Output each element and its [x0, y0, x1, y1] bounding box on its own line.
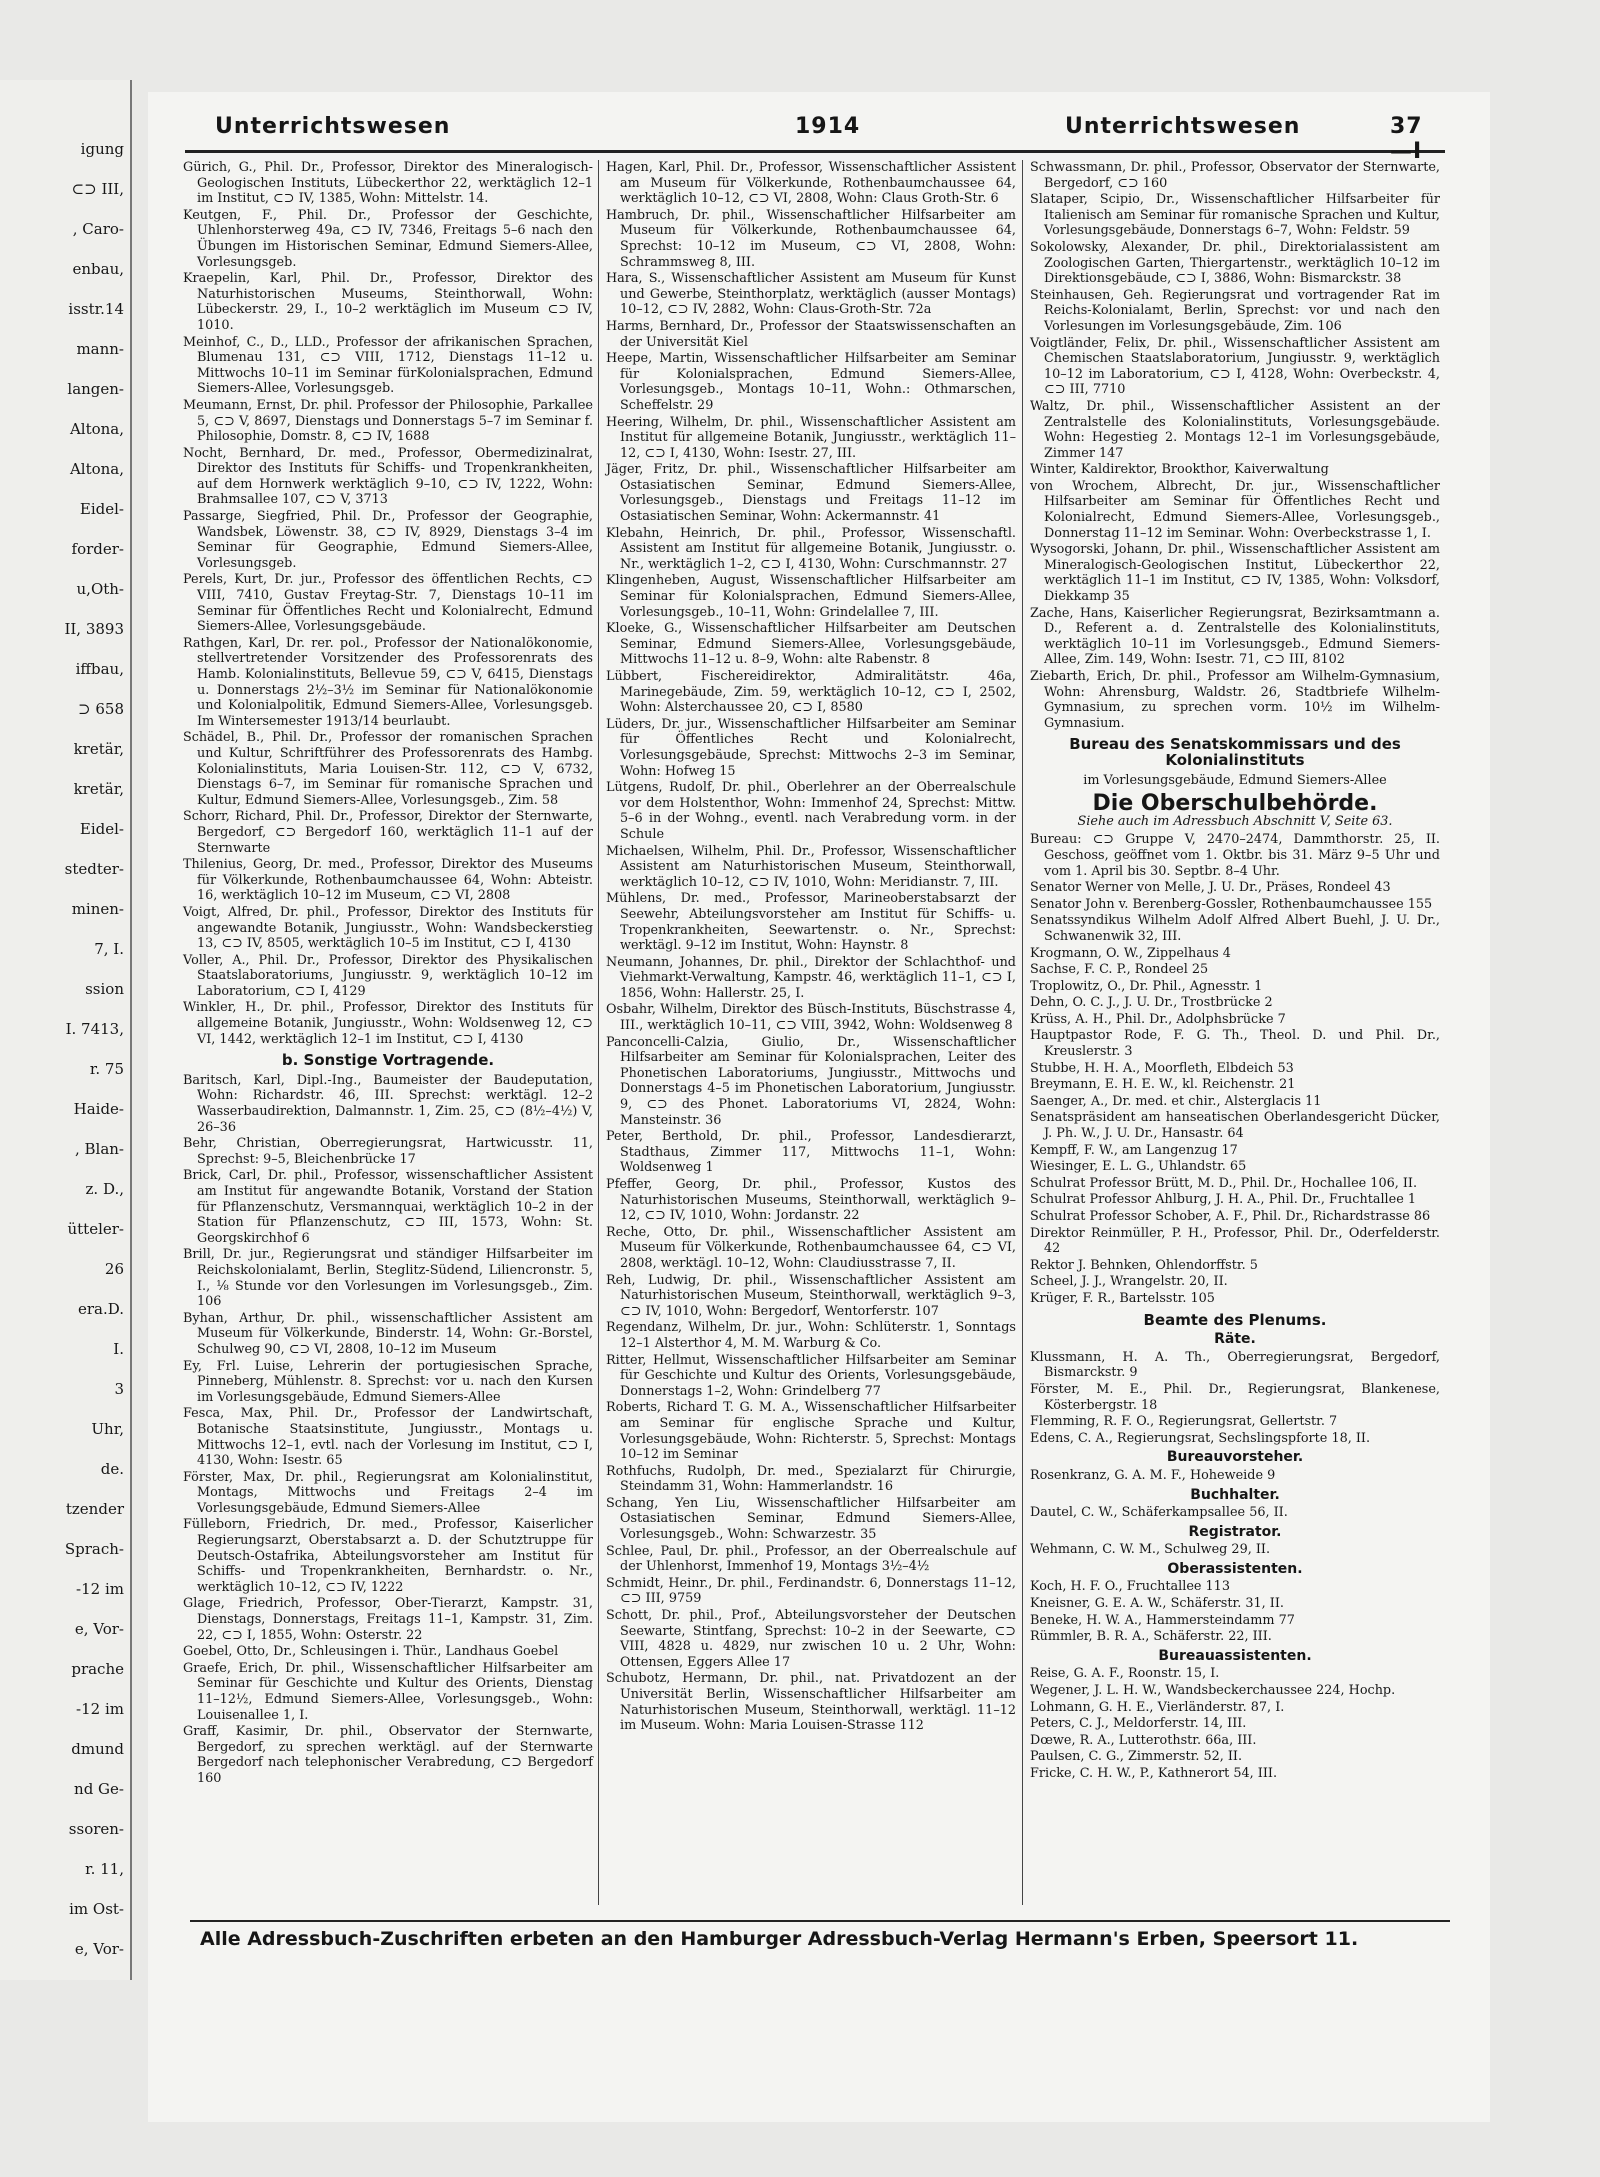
column-divider	[1022, 160, 1023, 1905]
entry: Mühlens, Dr. med., Professor, Marineoberstabsarzt der Seewehr, Abteilungsvorsteher am Institut für Schiffs- u. Tropenkrankheiten, Seewartenstr. o. Nr., Sprechst: werktägl. 9–12 im Institut, Wohn: Haynstr. 8	[606, 891, 1016, 954]
cross-reference-note: Siehe auch im Adressbuch Abschnitt V, Seite 63.	[1077, 813, 1393, 829]
entry: Wegener, J. L. H. W., Wandsbeckerchaussee 224, Hochp.	[1030, 1683, 1396, 1699]
strip-fragment: mann-	[76, 340, 124, 358]
entry: Perels, Kurt, Dr. jur., Professor des öffentlichen Rechts, ⊂⊃ VIII, 7410, Gustav Freytag-Str. 7, Dienstags 10–11 im Seminar für Öffentliches Recht und Kolonialrecht, Edmund Siemers-Allee, Vorlesungsgebäude.	[183, 572, 593, 635]
strip-fragment: Sprach-	[64, 1540, 124, 1558]
strip-fragment: ssion	[85, 980, 124, 998]
strip-fragment: Altona,	[69, 420, 124, 438]
strip-fragment: -12 im	[76, 1700, 124, 1718]
entry: Brill, Dr. jur., Regierungsrat und ständiger Hilfsarbeiter im Reichskolonialamt, Berlin, Steglitz-Südend, Liliencronstr. 5, I., ⅛ Stunde vor den Vorlesungen im Vorlesungsgeb., Zim. 106	[183, 1247, 593, 1310]
entry: Steinhausen, Geh. Regierungsrat und vortragender Rat im Reichs-Kolonialamt, Berlin, Sprechst: vor und nach den Vorlesungen im Vorlesungsgebäude, Zim. 106	[1030, 287, 1440, 334]
entry: von Wrochem, Albrecht, Dr. jur., Wissenschaftlicher Hilfsarbeiter am Seminar für Öffentliches Recht und Kolonialrecht, Edmund Siemers-Allee, Vorlesungsgeb., Donnerstag 11–12 im Seminar. Wohn: Overbeckstrasse 1, I.	[1030, 478, 1440, 541]
strip-fragment: de.	[100, 1460, 124, 1478]
entry: Rothfuchs, Rudolph, Dr. med., Spezialarzt für Chirurgie, Steindamm 31, Wohn: Hammerlandstr. 16	[606, 1463, 1016, 1495]
entry: Regendanz, Wilhelm, Dr. jur., Wohn: Schlüterstr. 1, Sonntags 12–1 Alsterthor 4, M. M. Warburg & Co.	[606, 1320, 1016, 1351]
entry: Peters, C. J., Meldorferstr. 14, III.	[1030, 1716, 1247, 1732]
column-1	[183, 160, 593, 1788]
entry: Schubotz, Hermann, Dr. phil., nat. Privatdozent an der Universität Berlin, Wissenschaftlicher Hilfsarbeiter am Naturhistorischen Museum, Steinthorwall, werktägl. 11–12 im Museum. Wohn: Maria Louisen-Strasse 112	[606, 1671, 1016, 1734]
entry: Beneke, H. W. A., Hammersteindamm 77	[1030, 1612, 1295, 1628]
entry: Reh, Ludwig, Dr. phil., Wissenschaftlicher Assistent am Naturhistorischen Museum, Steinthorwall, werktäglich 9–3, ⊂⊃ IV, 1010, Wohn: Bergedorf, Wentorferstr. 107	[606, 1272, 1016, 1319]
entry: Voigt, Alfred, Dr. phil., Professor, Direktor des Instituts für angewandte Botanik, Jungiusstr., Wohn: Wandsbeckerstieg 13, ⊂⊃ IV, 8505, werktäglich 10–5 im Institut, ⊂⊃ I, 4130	[183, 904, 593, 952]
strip-fragment: Altona,	[69, 460, 124, 478]
entry: Ritter, Hellmut, Wissenschaftlicher Hilfsarbeiter am Seminar für Geschichte und Kultur des Orients, Vorlesungsgebäude, Donnerstags 1–2, Wohn: Grindelberg 77	[606, 1352, 1016, 1399]
strip-fragment: langen-	[67, 380, 124, 398]
entry: Breymann, E. H. E. W., kl. Reichenstr. 21	[1030, 1077, 1296, 1093]
strip-fragment: Uhr,	[91, 1420, 124, 1438]
strip-fragment: 7, I.	[94, 940, 124, 958]
strip-fragment: , Blan-	[74, 1140, 124, 1158]
strip-fragment: prache	[71, 1660, 124, 1678]
entry: Goebel, Otto, Dr., Schleusingen i. Thür., Landhaus Goebel	[183, 1644, 559, 1660]
entry: Krüss, A. H., Phil. Dr., Adolphsbrücke 7	[1030, 1011, 1286, 1027]
strip-fragment: II, 3893	[64, 620, 124, 638]
entry: Wysogorski, Johann, Dr. phil., Wissenschaftlicher Assistent am Mineralogisch-Geologischen Institut, Lübeckerthor 22, werktäglich 11–1 im Institut, ⊂⊃ IV, 1385, Wohn: Volksdorf, Diekkamp 35	[1030, 542, 1440, 605]
entry: Nocht, Bernhard, Dr. med., Professor, Obermedizinalrat, Direktor des Instituts für Schiffs- und Tropenkrankheiten, auf dem Hornwerk werktäglich 9–10, ⊂⊃ IV, 1222, Wohn: Brahmsallee 107, ⊂⊃ V, 3713	[183, 445, 593, 508]
entry: Graefe, Erich, Dr. phil., Wissenschaftlicher Hilfsarbeiter am Seminar für Geschichte und Kultur des Orients, Dienstag 11–12½, Edmund Siemers-Allee, Vorlesungsgeb., Wohn: Louisenallee 1, I.	[183, 1660, 593, 1723]
entry: Wehmann, C. W. M., Schulweg 29, II.	[1030, 1542, 1271, 1558]
entry: Hagen, Karl, Phil. Dr., Professor, Wissenschaftlicher Assistent am Museum für Völkerkunde, Rothenbaumchaussee 64, werktäglich 10–12, ⊂⊃ VI, 2808, Wohn: Claus Groth-Str. 6	[606, 160, 1016, 207]
entry: Voigtländer, Felix, Dr. phil., Wissenschaftlicher Assistent am Chemischen Staatslaboratorium, Jungiusstr. 9, werktäglich 10–12 im Laboratorium, ⊂⊃ I, 4128, Wohn: Overbeckstr. 4, ⊂⊃ III, 7710	[1030, 335, 1440, 398]
subsection-heading: b. Sonstige Vortragende.	[281, 1051, 495, 1070]
entry: Paulsen, C. G., Zimmerstr. 52, II.	[1030, 1749, 1243, 1765]
column-divider	[598, 160, 599, 1905]
page-header	[185, 110, 1445, 164]
entry: Sokolowsky, Alexander, Dr. phil., Direktorialassistent am Zoologischen Garten, Thiergartenstr., werktäglich 10–12 im Direktionsgebäude, ⊂⊃ I, 3886, Wohn: Bismarckstr. 38	[1030, 239, 1440, 287]
entry: Byhan, Arthur, Dr. phil., wissenschaftlicher Assistent am Museum für Völkerkunde, Binderstr. 14, Wohn: Gr.-Borstel, Schulweg 90, ⊂⊃ VI, 2808, 10–12 im Museum	[183, 1310, 593, 1357]
entry: Voller, A., Phil. Dr., Professor, Direktor des Physikalischen Staatslaboratoriums, Jungiusstr. 9, werktäglich 10–12 im Laboratorium, ⊂⊃ I, 4129	[183, 952, 593, 999]
subsection-heading: Bureau des Senatskommissars und des Kolonialinstituts	[1069, 735, 1401, 769]
strip-fragment: e, Vor-	[74, 1940, 124, 1958]
strip-fragment: ⊂⊃ III,	[71, 180, 124, 198]
entry: Förster, M. E., Phil. Dr., Regierungsrat, Blankenese, Kösterbergstr. 18	[1030, 1381, 1440, 1413]
entry: Rosenkranz, G. A. M. F., Hoheweide 9	[1030, 1467, 1276, 1483]
strip-fragment: u,Oth-	[76, 580, 124, 598]
strip-fragment: -12 im	[76, 1580, 124, 1598]
entry: Lütgens, Rudolf, Dr. phil., Oberlehrer an der Oberrealschule vor dem Holstenthor, Wohn: Immenhof 24, Sprechst: Mittw. 5–6 in der Wohng., eventl. nach Verabredung vorm. in der Schule	[606, 780, 1016, 842]
entry: Heepe, Martin, Wissenschaftlicher Hilfsarbeiter am Seminar für Kolonialsprachen, Edmund Siemers-Allee, Vorlesungsgeb., Montags 10–11, Wohn.: Othmarschen, Scheffelstr. 29	[606, 351, 1016, 413]
entry: Flemming, R. F. O., Regierungsrat, Gellertstr. 7	[1030, 1414, 1338, 1430]
entry: Fricke, C. H. W., P., Kathnerort 54, III.	[1030, 1766, 1278, 1781]
entry: Thilenius, Georg, Dr. med., Professor, Direktor des Museums für Völkerkunde, Rothenbaumchaussee 64, Wohn: Abteistr. 16, werktäglich 10–12 im Museum, ⊂⊃ VI, 2808	[183, 857, 593, 904]
strip-fragment: igung	[80, 140, 124, 158]
entry: Meumann, Ernst, Dr. phil. Professor der Philosophie, Parkallee 5, ⊂⊃ V, 8697, Dienstags und Donnerstags 5–7 im Seminar f. Philosophie, Domstr. 8, ⊂⊃ IV, 1688	[183, 397, 593, 445]
entry: Hambruch, Dr. phil., Wissenschaftlicher Hilfsarbeiter am Museum für Völkerkunde, Rothenbaumchaussee 64, Sprechst: 10–12 im Museum, ⊂⊃ VI, 2808, Wohn: Schrammsweg 8, III.	[606, 207, 1016, 270]
entry: Lüders, Dr. jur., Wissenschaftlicher Hilfsarbeiter am Seminar für Öffentliches Recht und Kolonialrecht, Vorlesungsgebäude, Sprechst: Mittwochs 2–3 im Seminar, Wohn: Hofweg 15	[606, 716, 1016, 779]
page-footer	[190, 1920, 1450, 1958]
entry: Scheel, J. J., Wrangelstr. 20, II.	[1030, 1274, 1228, 1290]
entry: Schorr, Richard, Phil. Dr., Professor, Direktor der Sternwarte, Bergedorf, ⊂⊃ Bergedorf 160, werktäglich 11–1 auf der Sternwarte	[183, 809, 593, 856]
entry: Schulrat Professor Schober, A. F., Phil. Dr., Richardstrasse 86	[1030, 1209, 1431, 1224]
strip-fragment: kretär,	[73, 780, 124, 798]
strip-fragment: era.D.	[77, 1300, 124, 1318]
column-3	[1030, 160, 1440, 1783]
strip-fragment: enbau,	[72, 260, 124, 278]
entry: Meinhof, C., D., LLD., Professor der afrikanischen Sprachen, Blumenau 131, ⊂⊃ VIII, 1712, Dienstags 11–12 u. Mittwochs 10–11 im Seminar fürKolonialsprachen, Edmund Siemers-Allee, Vorlesungsgeb.	[183, 334, 593, 397]
entry: Waltz, Dr. phil., Wissenschaftlicher Assistent an der Zentralstelle des Kolonialinstituts, Vorlesungsgebäude. Wohn: Hegestieg 2. Montags 12–1 im Vorlesungsgebäude, Zimmer 147	[1030, 398, 1440, 461]
entry: Förster, Max, Dr. phil., Regierungsrat am Kolonialinstitut, Montags, Mittwochs und Freitags 2–4 im Vorlesungsgebäude, Edmund Siemers-Allee	[183, 1469, 593, 1516]
entry: Behr, Christian, Oberregierungsrat, Hartwicusstr. 11, Sprechst: 9–5, Bleichenbrücke 17	[183, 1136, 593, 1167]
strip-fragment: kretär,	[73, 740, 124, 758]
strip-fragment: tzender	[65, 1500, 124, 1518]
column-2	[606, 160, 1016, 1735]
header-left: Unterrichtswesen	[215, 114, 451, 139]
strip-fragment: ssoren-	[68, 1820, 124, 1838]
header-right: Unterrichtswesen	[1065, 114, 1301, 139]
entry: Reise, G. A. F., Roonstr. 15, I.	[1030, 1666, 1220, 1682]
entry: Panconcelli-Calzia, Giulio, Dr., Wissenschaftlicher Hilfsarbeiter am Seminar für Kolonialsprachen, Leiter des Phonetischen Laboratoriums, Jungiusstr., Mittwochs und Donnerstags 4–5 im Phonetischen Laboratorium, Jungiusstr. 9, ⊂⊃ des Phonet. Laboratoriums VI, 2824, Wohn: Mansteinstr. 36	[606, 1034, 1016, 1128]
group-heading: Buchhalter.	[1190, 1486, 1280, 1503]
entry: Kraepelin, Karl, Phil. Dr., Professor, Direktor des Naturhistorischen Museums, Steinthorwall, Wohn: Lübeckerstr. 29, I., 10–2 werktäglich im Museum ⊂⊃ IV, 1010.	[183, 271, 593, 333]
entry: Brick, Carl, Dr. phil., Professor, wissenschaftlicher Assistent am Institut für angewandte Botanik, Vorstand der Station für Pflanzenschutz, Versmannquai, werktäglich 10–2 in der Station für Pflanzenschutz, ⊂⊃ III, 1573, Wohn: St. Georgskirchhof 6	[183, 1168, 593, 1246]
entry: Krogmann, O. W., Zippelhaus 4	[1030, 945, 1231, 961]
group-heading: Registrator.	[1188, 1523, 1282, 1540]
strip-fragment: im Ost-	[69, 1900, 124, 1918]
entry: Harms, Bernhard, Dr., Professor der Staatswissenschaften an der Universität Kiel	[606, 318, 1016, 350]
strip-fragment: Haide-	[73, 1100, 124, 1118]
entry: Gürich, G., Phil. Dr., Professor, Direktor des Mineralogisch-Geologischen Instituts, Lübeckerthor 22, werktäglich 12–1 im Institut, ⊂⊃ IV, 1385, Wohn: Mittelstr. 14.	[183, 160, 593, 207]
group-heading: Bureauvorsteher.	[1166, 1449, 1304, 1466]
entry: Rümmler, B. R. A., Schäferstr. 22, III.	[1030, 1629, 1272, 1645]
entry: Stubbe, H. H. A., Moorfleth, Elbdeich 53	[1030, 1060, 1294, 1076]
strip-fragment: I.	[113, 1340, 124, 1358]
strip-fragment: Eidel-	[79, 820, 124, 838]
strip-fragment: ⊃ 658	[78, 700, 124, 718]
strip-fragment: stedter-	[64, 860, 124, 878]
entry: Hara, S., Wissenschaftlicher Assistent am Museum für Kunst und Gewerbe, Steinthorplatz, werktäglich (ausser Montags) 10–12, ⊂⊃ IV, 2882, Wohn: Claus-Groth-Str. 72a	[606, 271, 1016, 318]
entry: Roberts, Richard T. G. M. A., Wissenschaftlicher Hilfsarbeiter am Seminar für englische Sprache und Kultur, Vorlesungsgebäude, Wohn: Richterstr. 5, Sprechst: Montags 10–12 im Seminar	[606, 1400, 1016, 1463]
entry: Schang, Yen Liu, Wissenschaftlicher Hilfsarbeiter am Ostasiatischen Seminar, Edmund Siemers-Allee, Vorlesungsgeb., Wohn: Schwarzestr. 35	[606, 1495, 1016, 1543]
entry: Saenger, A., Dr. med. et chir., Alsterglacis 11	[1030, 1093, 1322, 1109]
entry: Kloeke, G., Wissenschaftlicher Hilfsarbeiter am Deutschen Seminar, Edmund Siemers-Allee, Vorlesungsgebäude, Mittwochs 11–12 u. 8–9, Wohn: alte Rabenstr. 8	[606, 621, 1016, 668]
entry: Rathgen, Karl, Dr. rer. pol., Professor der Nationalökonomie, stellvertretender Vorsitzender des Professorenrats des Hamb. Kolonialinstituts, Bellevue 59, ⊂⊃ V, 6415, Dienstags u. Donnerstags 2½–3½ im Seminar für Nationalökonomie und Kolonialpolitik, Edmund Siemers-Allee, Vorlesungsgeb. Im Wintersemester 1913/14 beurlaubt.	[183, 635, 593, 729]
entry: Dautel, C. W., Schäferkampsallee 56, II.	[1030, 1505, 1288, 1521]
entry: Fesca, Max, Phil. Dr., Professor der Landwirtschaft, Botanische Staatsinstitute, Jungiusstr., Montags u. Mittwochs 12–1, evtl. nach der Vorlesung im Institut, ⊂⊃ I, 4130, Wohn: Isestr. 65	[183, 1406, 593, 1469]
strip-fragment: 26	[104, 1260, 124, 1278]
page-number: 37—I	[1390, 114, 1423, 164]
entry: Schwassmann, Dr. phil., Professor, Observator der Sternwarte, Bergedorf, ⊂⊃ 160	[1030, 160, 1440, 191]
strip-fragment: r. 75	[89, 1060, 124, 1078]
header-year: 1914	[795, 114, 861, 139]
entry: Hauptpastor Rode, F. G. Th., Theol. D. und Phil. Dr., Kreuslerstr. 3	[1030, 1028, 1440, 1060]
entry: Klussmann, H. A. Th., Oberregierungsrat, Bergedorf, Bismarckstr. 9	[1030, 1349, 1440, 1381]
group-heading: Bureauassistenten.	[1158, 1647, 1312, 1664]
entry: Ey, Frl. Luise, Lehrerin der portugiesischen Sprache, Pinneberg, Mühlenstr. 8. Sprechst: vor u. nach den Kursen im Vorlesungsgebäude, Edmund Siemers-Allee	[183, 1358, 593, 1405]
adjacent-page-strip	[0, 80, 132, 1980]
strip-fragment: r. 11,	[85, 1860, 124, 1878]
entry: Rektor J. Behnken, Ohlendorffstr. 5	[1030, 1257, 1258, 1273]
group-heading: Räte.	[1214, 1331, 1256, 1348]
entry: Schulrat Professor Brütt, M. D., Phil. Dr., Hochallee 106, II.	[1030, 1175, 1418, 1191]
strip-fragment: isstr.14	[68, 300, 124, 318]
entry: Reche, Otto, Dr. phil., Wissenschaftlicher Assistent am Museum für Völkerkunde, Rothenbaumchaussee 64, ⊂⊃ VI, 2808, werktägl. 10–12, Wohn: Claudiusstrasse 7, II.	[606, 1224, 1016, 1271]
entry: Baritsch, Karl, Dipl.-Ing., Baumeister der Baudeputation, Wohn: Richardstr. 46, III. Sprechst: werktägl. 12–2 Wasserbaudirektion, Dalmannstr. 1, Zim. 25, ⊂⊃ (8½–4½) V, 26–36	[183, 1072, 593, 1135]
location-note: im Vorlesungsgebäude, Edmund Siemers-Allee	[1083, 772, 1387, 788]
entry: Troplowitz, O., Dr. Phil., Agnesstr. 1	[1030, 978, 1263, 994]
section-heading: Die Oberschulbehörde.	[1092, 791, 1378, 817]
strip-fragment: nd Ge-	[74, 1780, 124, 1798]
entry: Zache, Hans, Kaiserlicher Regierungsrat, Bezirksamtmann a. D., Referent a. d. Zentralstelle des Kolonialinstituts, werktäglich 10–11 im Vorlesungsgeb., Edmund Siemers-Allee, Zim. 149, Wohn: Isestr. 71, ⊂⊃ III, 8102	[1030, 605, 1440, 668]
strip-fragment: dmund	[71, 1740, 124, 1758]
strip-fragment: , Caro-	[72, 220, 124, 238]
entry: Schlee, Paul, Dr. phil., Professor, an der Oberrealschule auf der Uhlenhorst, Immenhof 19, Montags 3½–4½	[606, 1543, 1016, 1575]
entry: Klingenheben, August, Wissenschaftlicher Hilfsarbeiter am Seminar für Kolonialsprachen, Edmund Siemers-Allee, Vorlesungsgeb., 10–11, Wohn: Grindelallee 7, III.	[606, 573, 1016, 620]
strip-fragment: minen-	[71, 900, 124, 918]
entry: Dœwe, R. A., Lutterothstr. 66a, III.	[1030, 1732, 1257, 1748]
entry: Michaelsen, Wilhelm, Phil. Dr., Professor, Wissenschaftlicher Assistent am Naturhistorischen Museum, Steinthorwall, werktäglich 10–12, ⊂⊃ IV, 1010, Wohn: Meridianstr. 7, III.	[606, 843, 1016, 890]
entry: Schott, Dr. phil., Prof., Abteilungsvorsteher der Deutschen Seewarte, Stintfang, Sprechst: 10–2 in der Seewarte, ⊂⊃ VIII, 4828 u. 4829, nur zwischen 10 u. 2 Uhr, Wohn: Ottensen, Eggers Allee 17	[606, 1608, 1016, 1670]
entry: Slataper, Scipio, Dr., Wissenschaftlicher Hilfsarbeiter für Italienisch am Seminar für romanische Sprachen und Kultur, Vorlesungsgebäude, Donnerstags 6–7, Wohn: Feldstr. 59	[1030, 192, 1440, 239]
strip-fragment: 3	[114, 1380, 124, 1398]
entry: Senator John v. Berenberg-Gossler, Rothenbaumchaussee 155	[1030, 896, 1433, 912]
entry: Krüger, F. R., Bartelsstr. 105	[1030, 1290, 1215, 1306]
entry: Wiesinger, E. L. G., Uhlandstr. 65	[1030, 1159, 1247, 1175]
entry: Heering, Wilhelm, Dr. phil., Wissenschaftlicher Assistent am Institut für allgemeine Botanik, Jungiusstr., werktäglich 11–12, ⊂⊃ I, 4130, Wohn: Isestr. 27, III.	[606, 414, 1016, 461]
entry: Winkler, H., Dr. phil., Professor, Direktor des Instituts für allgemeine Botanik, Jungiusstr., Wohn: Woldsenweg 12, ⊂⊃ VI, 1442, werktäglich 12–1 im Institut, ⊂⊃ I, 4130	[183, 1000, 593, 1047]
entry: Osbahr, Wilhelm, Direktor des Büsch-Instituts, Büschstrasse 4, III., werktäglich 10–11, ⊂⊃ VIII, 3942, Wohn: Woldsenweg 8	[606, 1002, 1016, 1034]
entry: Keutgen, F., Phil. Dr., Professor der Geschichte, Uhlenhorsterweg 49a, ⊂⊃ IV, 7346, Freitags 5–6 nach den Übungen im Historischen Seminar, Edmund Siemers-Allee, Vorlesungsgeb.	[183, 207, 593, 270]
entry: Schädel, B., Phil. Dr., Professor der romanischen Sprachen und Kultur, Schriftführer des Professorenrats des Hambg. Kolonialinstituts, Maria Louisen-Str. 112, ⊂⊃ V, 6732, Dienstags 6–7, im Seminar für romanische Sprachen und Kultur, Edmund Siemers-Allee, Vorlesungsgeb., Zim. 58	[183, 730, 593, 808]
strip-fragment: I. 7413,	[65, 1020, 124, 1038]
entry: Koch, H. F. O., Fruchtallee 113	[1030, 1579, 1230, 1595]
strip-fragment: e, Vor-	[74, 1620, 124, 1638]
entry: Jäger, Fritz, Dr. phil., Wissenschaftlicher Hilfsarbeiter am Ostasiatischen Seminar, Edmund Siemers-Allee, Vorlesungsgeb., Dienstags und Freitags 11–12 im Ostasiatischen Seminar, Wohn: Ackermannstr. 41	[606, 462, 1016, 525]
strip-fragment: ütteler-	[67, 1220, 124, 1238]
entry: Glage, Friedrich, Professor, Ober-Tierarzt, Kampstr. 31, Dienstags, Donnerstags, Freitags 11–1, Kampstr. 31, Zim. 22, ⊂⊃ I, 1855, Wohn: Osterstr. 22	[183, 1596, 593, 1643]
strip-fragment: forder-	[71, 540, 124, 558]
entry: Ziebarth, Erich, Dr. phil., Professor am Wilhelm-Gymnasium, Wohn: Ahrensburg, Waldstr. 26, Stadtbriefe Wilhelm-Gymnasium, zu sprechen vorm. 10½ im Wilhelm-Gymnasium.	[1030, 669, 1440, 731]
entry: Graff, Kasimir, Dr. phil., Observator der Sternwarte, Bergedorf, zu sprechen werktägl. auf der Sternwarte Bergedorf nach telephonischer Verabredung, ⊂⊃ Bergedorf 160	[183, 1724, 593, 1786]
entry: Senatspräsident am hanseatischen Oberlandesgericht Dücker, J. Ph. W., J. U. Dr., Hansastr. 64	[1030, 1110, 1440, 1142]
entry: Winter, Kaldirektor, Brookthor, Kaiverwaltung	[1030, 462, 1329, 478]
entry: Sachse, F. C. P., Rondeel 25	[1030, 962, 1209, 978]
entry: Dehn, O. C. J., J. U. Dr., Trostbrücke 2	[1030, 995, 1273, 1011]
entry: Klebahn, Heinrich, Dr. phil., Professor, Wissenschaftl. Assistent am Institut für allgemeine Botanik, Jungiusstr. o. Nr., werktäglich 1–2, ⊂⊃ I, 4130, Wohn: Curschmannstr. 27	[606, 525, 1016, 572]
entry: Bureau: ⊂⊃ Gruppe V, 2470–2474, Dammthorstr. 25, II. Geschoss, geöffnet vom 1. Oktbr. bis 31. März 9–5 Uhr und vom 1. April bis 30. Septbr. 8–4 Uhr.	[1030, 832, 1440, 879]
entry: Edens, C. A., Regierungsrat, Sechslingspforte 18, II.	[1030, 1430, 1371, 1446]
entry: Kneisner, G. E. A. W., Schäferstr. 31, II.	[1030, 1596, 1284, 1612]
strip-fragment: Eidel-	[79, 500, 124, 518]
strip-fragment: z. D.,	[85, 1180, 124, 1198]
strip-fragment: iffbau,	[75, 660, 124, 678]
entry: Senatssyndikus Wilhelm Adolf Alfred Albert Buehl, J. U. Dr., Schwanenwik 32, III.	[1030, 913, 1440, 944]
entry: Fülleborn, Friedrich, Dr. med., Professor, Kaiserlicher Regierungsarzt, Oberstabsarzt a. D. der Schutztruppe für Deutsch-Ostafrika, Abteilungsvorsteher am Institut für Schiffs- und Tropenkrankheiten, Bernhardstr. o. Nr., werktäglich 10–12, ⊂⊃ IV, 1222	[183, 1517, 593, 1595]
group-heading: Oberassistenten.	[1167, 1560, 1303, 1577]
footer-notice: Alle Adressbuch-Zuschriften erbeten an den Hamburger Adressbuch-Verlag Hermann's Erben, Speersort 11.	[200, 1928, 1359, 1950]
entry: Peter, Berthold, Dr. phil., Professor, Landesdierarzt, Stadthaus, Zimmer 117, Mittwochs 11–1, Wohn: Woldsenweg 1	[606, 1129, 1016, 1176]
entry: Kempff, F. W., am Langenzug 17	[1030, 1142, 1238, 1158]
entry: Passarge, Siegfried, Phil. Dr., Professor der Geographie, Wandsbek, Löwenstr. 38, ⊂⊃ IV, 8929, Dienstags 3–4 im Seminar für Geographie, Edmund Siemers-Allee, Vorlesungsgeb.	[183, 509, 593, 571]
entry: Neumann, Johannes, Dr. phil., Direktor der Schlachthof- und Viehmarkt-Verwaltung, Kampstr. 46, werktäglich 11–1, ⊂⊃ I, 1856, Wohn: Hallerstr. 25, I.	[606, 954, 1016, 1001]
subsection-heading: Beamte des Plenums.	[1143, 1310, 1327, 1329]
entry: Direktor Reinmüller, P. H., Professor, Phil. Dr., Oderfelderstr. 42	[1030, 1225, 1440, 1257]
entry: Pfeffer, Georg, Dr. phil., Professor, Kustos des Naturhistorischen Museums, Steinthorwall, werktäglich 9–12, ⊂⊃ IV, 1010, Wohn: Jordanstr. 22	[606, 1177, 1016, 1224]
entry: Schmidt, Heinr., Dr. phil., Ferdinandstr. 6, Donnerstags 11–12, ⊂⊃ III, 9759	[606, 1575, 1016, 1607]
entry: Senator Werner von Melle, J. U. Dr., Präses, Rondeel 43	[1030, 880, 1391, 896]
entry: Lübbert, Fischereidirektor, Admiralitätstr. 46a, Marinegebäude, Zim. 59, werktäglich 10–12, ⊂⊃ I, 2502, Wohn: Alsterchaussee 20, ⊂⊃ I, 8580	[606, 669, 1016, 716]
entry: Lohmann, G. H. E., Vierländerstr. 87, I.	[1030, 1699, 1285, 1715]
entry: Schulrat Professor Ahlburg, J. H. A., Phil. Dr., Fruchtallee 1	[1030, 1192, 1417, 1208]
